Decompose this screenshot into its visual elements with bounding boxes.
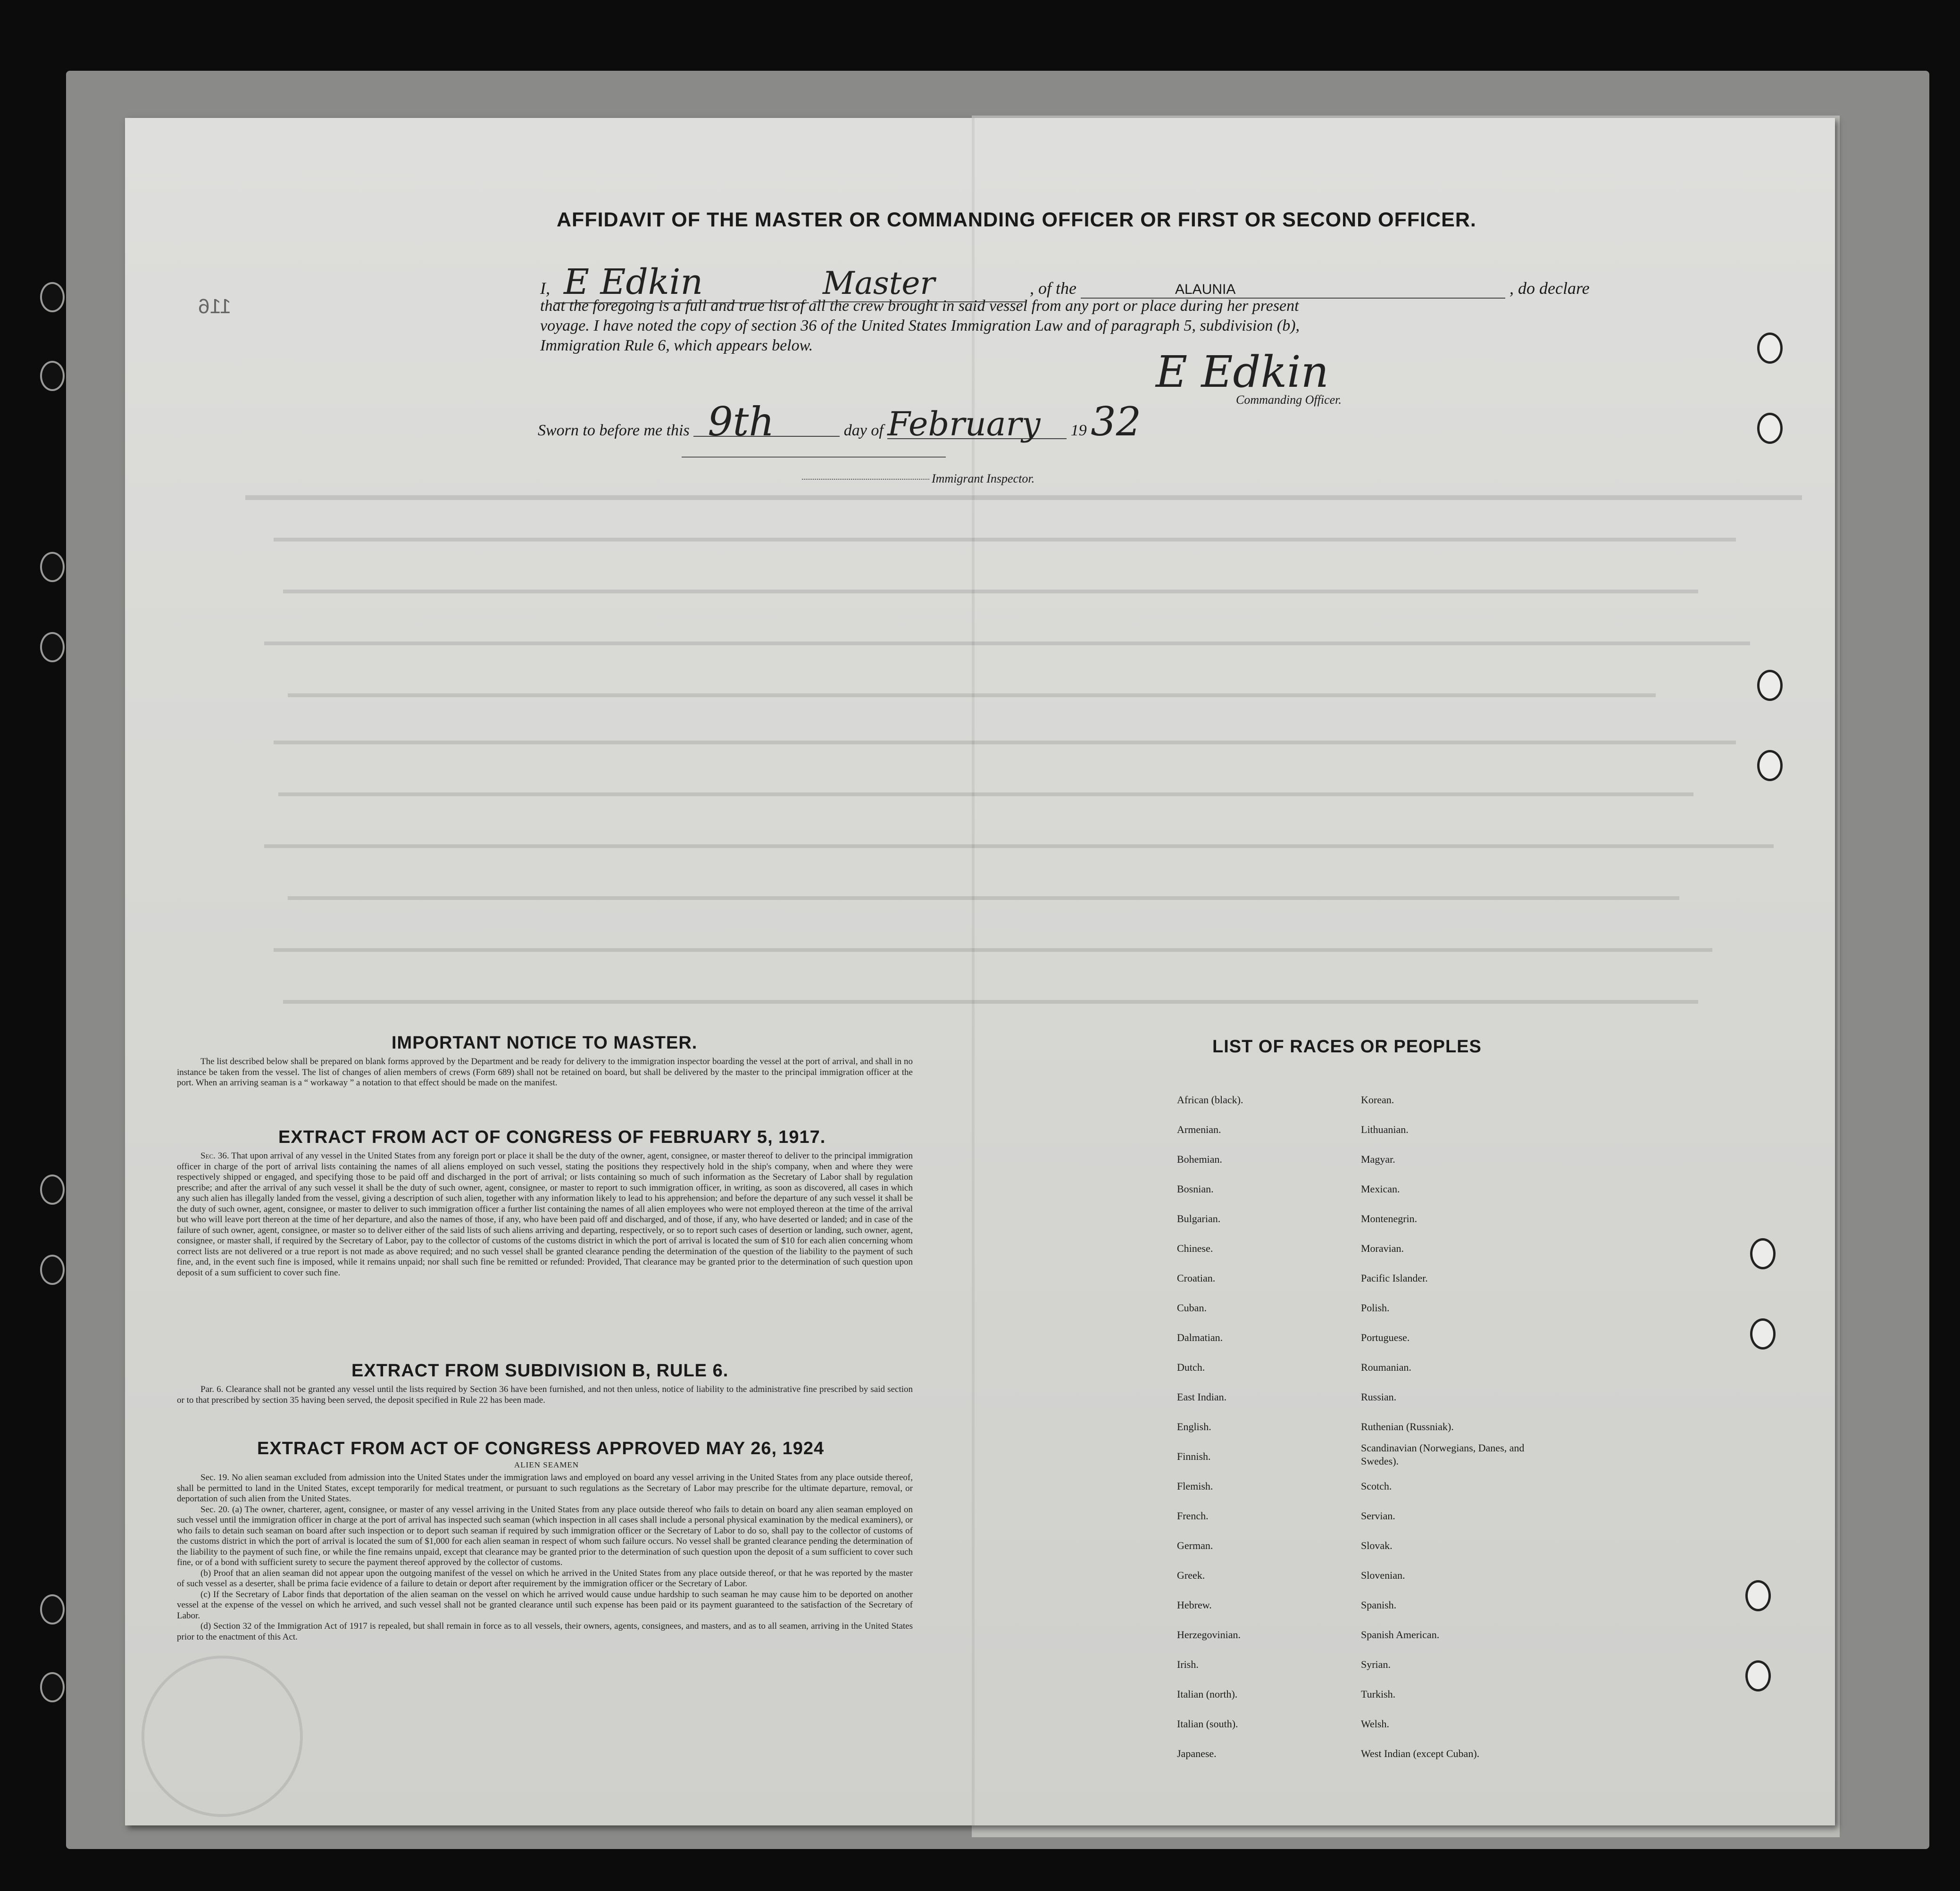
race-item: French. — [1177, 1510, 1209, 1522]
extract-1924-subtitle: ALIEN SEAMEN — [514, 1460, 579, 1469]
day-of-label: day of — [843, 422, 884, 439]
bleed-through-marks — [245, 486, 1802, 1052]
bleed-row — [264, 641, 1750, 645]
extract-1917-section: Sec. 36. — [200, 1151, 229, 1161]
punch-hole — [40, 552, 65, 582]
race-item: Flemish. — [1177, 1480, 1213, 1492]
bleed-row — [288, 693, 1656, 697]
race-item: Cuban. — [1177, 1302, 1207, 1314]
year-suffix: 32 — [1091, 399, 1142, 445]
extract-1917-body: That upon arrival of any vessel in the United States from any foreign port or place it shall be the duty of the owner, agent, consignee, or master thereof to deliver to the principal immigration officer in charge of the port of arrival lists containing the names of all aliens employed on such vessel, stating the positions they respectively hold in the ship's company, when and where they were respectively shipped or engaged, and specifying those to be paid off and discharged in the port of arrival; or lists containing so much of such information as the Secretary of Labor shall by regulation prescribe; and after the arrival of any such vessel it shall be the duty of such owner, agent, consignee, or master to report to such immigration officer, in writing, as soon as discovered, all cases in which any such alien has illegally landed from the vessel, giving a description of such alien, together with any information likely to lead to his apprehension; and before the departure of any such vessel it shall be the duty of such owner, agent, consignee, or master to deliver to such immigration officer a further list containing the names of all alien employees who were not employed thereon at the time of the arrival but who will leave port thereon at the time of her departure, and also the names of those, if any, who have been paid off and discharged, and of those, if any, who have deserted or landed; and in case of the failure of such owner, agent, consignee, or master so to deliver either of the said lists of such aliens arriving and departing, respectively, or so to report such cases of desertion or landing, such owner, agent, consignee, or master shall, if required by the Secretary of Labor, pay to the collector of customs of the customs district in which the port of arrival is located the sum of $10 for each alien concerning whom correct lists are not delivered or a true report is not made as above required; and no such vessel shall be granted clearance pending the determination of the question of the liability to the payment of such fine, and, in the event such fine is imposed, while it remains unpaid; nor shall such fine be remitted or refunded: Provided, That clearance may be granted prior to the determination of such question upon deposit of a sum sufficient to cover such fine. — [177, 1151, 913, 1278]
inspector-label: Immigrant Inspector. — [932, 472, 1035, 485]
race-item: Slovenian. — [1361, 1569, 1405, 1581]
punch-hole — [40, 282, 65, 312]
race-item: Spanish. — [1361, 1599, 1397, 1611]
race-item: Hebrew. — [1177, 1599, 1212, 1611]
race-item: Dalmatian. — [1177, 1332, 1223, 1343]
notice-title: IMPORTANT NOTICE TO MASTER. — [392, 1033, 698, 1053]
race-item: Armenian. — [1177, 1124, 1221, 1135]
sworn-month-field: February — [887, 410, 1067, 439]
bleed-row — [274, 741, 1736, 744]
master-signature: E Edkin — [1156, 347, 1329, 397]
sworn-day-field: 9th — [693, 408, 840, 437]
bleed-through-area — [245, 486, 1802, 1052]
bleed-row — [264, 844, 1774, 848]
extract-1924-sec20c: (c) If the Secretary of Labor finds that deportation of the alien seaman on the vessel on which he arrived would cause undue hardship to such seaman he may cause him to be deported on another vessel at the expense of the vessel on which he arrived, and such vessel shall not be granted clearance until such expense has been paid or its payment guaranteed to the satisfaction of the Secretary of Labor. — [177, 1589, 913, 1621]
race-item: East Indian. — [1177, 1391, 1227, 1403]
race-item: Italian (north). — [1177, 1688, 1238, 1700]
race-item: Chinese. — [1177, 1242, 1213, 1254]
extract-1917-title: EXTRACT FROM ACT OF CONGRESS OF FEBRUARY 5, 1917. — [278, 1127, 826, 1147]
race-item: Servian. — [1361, 1510, 1395, 1522]
race-item: Russian. — [1361, 1391, 1397, 1403]
inspector-signature-line — [802, 479, 929, 480]
race-item: Welsh. — [1361, 1718, 1389, 1730]
extract-1924-sec20a: Sec. 20. (a) The owner, charterer, agent, consignee, or master of any vessel arriving in the United States from any place outside thereof who fails to detain on board any alien seaman employed on such vessel until the immigration officer in charge at the port of arrival has inspected such seaman (which inspection in all cases shall include a personal physical examination by the medical examiners), or who fails to detain such seaman on board after such inspection or to deport such seaman if required by such immigration officer or the Secretary of Labor to do so, shall pay to the collector of customs of the customs district in which the port of arrival is located the sum of $1,000 for each alien seaman in respect of whom such failure occurs. No vessel shall be granted clearance pending the determination of the liability to the payment of such fine, or while the fine remains unpaid, except that clearance may be granted prior to the determination of such question upon the deposit of a sum sufficient to cover such fine, or of a bond with sufficient surety to secure the payment thereof approved by the collector of customs. — [177, 1504, 913, 1567]
of-the-label: , of the — [1030, 279, 1076, 298]
race-item: Spanish American. — [1361, 1629, 1440, 1641]
punch-hole — [40, 632, 65, 662]
bleed-row — [274, 538, 1736, 541]
affidavit-line-2: that the foregoing is a full and true list of all the crew brought in said vessel from any port or place during her present — [540, 297, 1299, 315]
rank-field: Master — [813, 265, 1026, 302]
race-item: Slovak. — [1361, 1540, 1393, 1551]
race-item: Dutch. — [1177, 1361, 1205, 1373]
stamp-bleed — [142, 1656, 303, 1817]
punch-hole — [1745, 1580, 1771, 1611]
race-item: Finnish. — [1177, 1450, 1211, 1462]
bleed-row — [278, 792, 1693, 796]
sworn-line — [538, 399, 1141, 445]
vessel-name-field: ALAUNIA — [1081, 282, 1505, 299]
race-item: Mexican. — [1361, 1183, 1400, 1195]
bleed-row — [288, 896, 1679, 900]
affidavit-title: AFFIDAVIT OF THE MASTER OR COMMANDING OFFICER OR FIRST OR SECOND OFFICER. — [557, 208, 1476, 231]
race-item: Polish. — [1361, 1302, 1390, 1314]
race-item: Scotch. — [1361, 1480, 1392, 1492]
officer-label: Commanding Officer. — [1236, 393, 1342, 407]
race-item: Syrian. — [1361, 1658, 1391, 1670]
race-item: Turkish. — [1361, 1688, 1396, 1700]
extract-1924-sec20b: (b) Proof that an alien seaman did not appear upon the outgoing manifest of the vessel on which he arrived in the United States from any place outside thereof, or that he was reported by the master of such vessel as a deserter, shall be prima facie evidence of a failure to detain or deport after requirement by the immigration officer or the Secretary of Labor. — [177, 1568, 913, 1589]
punch-hole — [1757, 670, 1783, 701]
bleed-row — [283, 590, 1698, 593]
race-item: Scandinavian (Norwegians, Danes, and Swedes). — [1361, 1442, 1525, 1467]
signature-line — [682, 457, 946, 458]
race-item: Ruthenian (Russniak). — [1361, 1421, 1454, 1433]
race-item: Moravian. — [1361, 1242, 1404, 1254]
punch-hole — [1745, 1660, 1771, 1691]
page-number: 116 — [198, 295, 232, 318]
master-name-field: E Edkin — [554, 262, 809, 303]
punch-hole — [1750, 1238, 1776, 1269]
punch-hole — [40, 361, 65, 391]
race-item: Bosnian. — [1177, 1183, 1214, 1195]
bleed-row — [245, 495, 1802, 500]
punch-hole — [1757, 333, 1783, 364]
race-item: African (black). — [1177, 1094, 1243, 1106]
race-item: Magyar. — [1361, 1153, 1395, 1165]
race-item: Roumanian. — [1361, 1361, 1411, 1373]
affidavit-line-3: voyage. I have noted the copy of section 36 of the United States Immigration Law and of paragraph 5, subdivision (b), — [540, 317, 1300, 334]
rule6-title: EXTRACT FROM SUBDIVISION B, RULE 6. — [351, 1361, 729, 1381]
race-item: Croatian. — [1177, 1272, 1216, 1284]
punch-hole — [40, 1175, 65, 1205]
affidavit-i: I, — [540, 279, 550, 298]
race-item: German. — [1177, 1540, 1213, 1551]
bleed-row — [274, 948, 1712, 952]
race-item: Italian (south). — [1177, 1718, 1238, 1730]
notice-text: The list described below shall be prepared on blank forms approved by the Department and be ready for delivery to the immigration inspector boarding the vessel at the port of arrival, and shall in no instance be taken from the vessel. The list of changes of alien members of crews (Form 689) shall not be retained on board, but shall be delivered by the master to the principal immigration officer at the port. When an arriving seaman is a “ workaway ” a notation to that effect should be made on the manifest. — [177, 1057, 913, 1088]
races-column-2 — [1361, 1085, 1531, 1768]
race-item: Bohemian. — [1177, 1153, 1222, 1165]
extract-1924-text — [177, 1473, 913, 1642]
race-item: Herzegovinian. — [1177, 1629, 1241, 1641]
race-item: Pacific Islander. — [1361, 1272, 1428, 1284]
race-item: Montenegrin. — [1361, 1213, 1418, 1225]
extract-1924-title: EXTRACT FROM ACT OF CONGRESS APPROVED MAY 26, 1924 — [257, 1439, 825, 1458]
declare-label: , do declare — [1509, 279, 1590, 298]
race-item: Japanese. — [1177, 1748, 1217, 1759]
race-item: West Indian (except Cuban). — [1361, 1748, 1480, 1759]
punch-hole — [40, 1255, 65, 1285]
race-item: English. — [1177, 1421, 1211, 1433]
race-item: Greek. — [1177, 1569, 1205, 1581]
punch-hole — [1757, 750, 1783, 781]
race-item: Bulgarian. — [1177, 1213, 1221, 1225]
extract-1924-sec20d: (d) Section 32 of the Immigration Act of 1917 is repealed, but shall remain in force as to all vessels, their owners, agents, consignees, and masters, and as to all seamen, arriving in the United States prior to the enactment of this Act. — [177, 1621, 913, 1642]
affidavit-line-4: Immigration Rule 6, which appears below. — [540, 337, 813, 354]
punch-hole — [1750, 1318, 1776, 1350]
races-column-1 — [1177, 1085, 1243, 1768]
race-item: Korean. — [1361, 1094, 1394, 1106]
sworn-label: Sworn to before me this — [538, 422, 690, 439]
races-title: LIST OF RACES OR PEOPLES — [1212, 1037, 1482, 1057]
race-item: Irish. — [1177, 1658, 1199, 1670]
extract-1917-text — [177, 1151, 913, 1278]
punch-hole — [1757, 413, 1783, 444]
race-item: Lithuanian. — [1361, 1124, 1409, 1135]
rule6-text: Par. 6. Clearance shall not be granted any vessel until the lists required by Section 36 have been furnished, and not then unless, notice of liability to the administrative fine prescribed by said section or to that prescribed by section 35 having been served, the deposit specified in Rule 22 has been made. — [177, 1384, 913, 1405]
year-prefix: 19 — [1070, 422, 1087, 439]
bleed-row — [283, 1000, 1698, 1004]
punch-hole — [40, 1672, 65, 1702]
punch-hole — [40, 1594, 65, 1624]
race-item: Portuguese. — [1361, 1332, 1410, 1343]
extract-1924-sec19: Sec. 19. No alien seaman excluded from admission into the United States under the immigration laws and employed on board any vessel arriving in the United States from any place outside thereof, shall be permitted to land in the United States, except temporarily for medical treatment, or pursuant to such regulations as the Secretary of Labor may prescribe for the ultimate departure, removal, or deportation of such alien from the United States. — [177, 1473, 913, 1504]
